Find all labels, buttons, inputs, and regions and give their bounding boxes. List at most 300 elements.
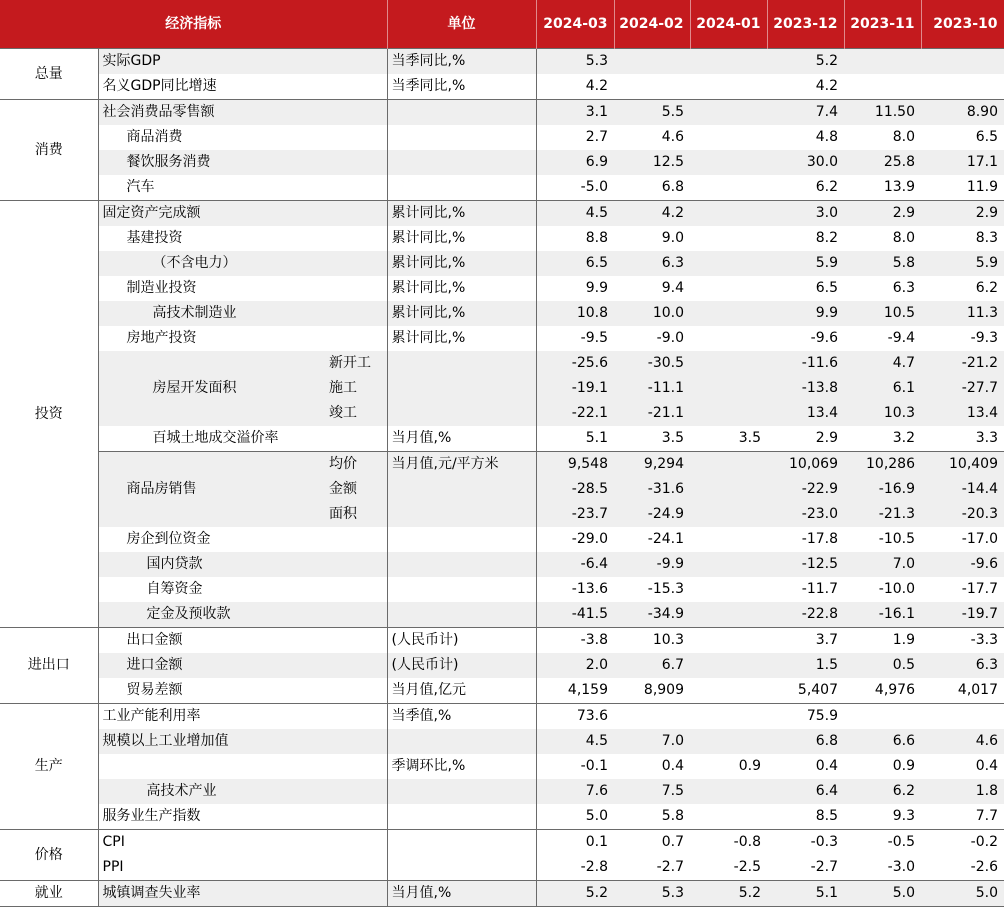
value-cell: [614, 49, 690, 75]
value-cell: 1.8: [921, 779, 1004, 804]
indicator-unit: [387, 502, 536, 527]
indicator-unit: 累计同比,%: [387, 301, 536, 326]
value-cell: 4.2: [614, 201, 690, 227]
table-row: [0, 201, 1004, 227]
value-cell: [690, 49, 767, 75]
value-cell: 11.9: [966, 179, 998, 195]
value-cell: -21.2: [921, 351, 1004, 376]
indicator-unit: (人民币计): [387, 653, 536, 678]
table-row: [0, 251, 1004, 276]
value-cell: 6.5: [975, 129, 998, 145]
table-row: [0, 881, 1004, 907]
value-cell: [690, 226, 767, 251]
value-cell: 3.5: [738, 430, 761, 446]
value-cell: -10.5: [878, 531, 915, 547]
value-cell: [690, 100, 767, 126]
table-row: [0, 855, 1004, 881]
indicator-name: 高技术制造业: [98, 301, 387, 326]
value-cell: 10,069: [767, 452, 844, 478]
value-cell: 73.6: [536, 704, 614, 730]
header-period: 2024-02: [614, 0, 690, 49]
value-cell: 13.9: [883, 179, 915, 195]
indicator-name: 房屋开发面积: [98, 351, 325, 426]
table-row: [0, 779, 1004, 804]
value-cell: [844, 74, 921, 100]
value-cell: -23.7: [536, 502, 614, 527]
indicator-unit: [387, 779, 536, 804]
table-row: [0, 49, 1004, 75]
value-cell: 5.0: [585, 808, 608, 824]
value-cell: 2.0: [536, 653, 614, 678]
value-cell: -5.0: [580, 179, 608, 195]
value-cell: 8.0: [892, 129, 915, 145]
value-cell: -15.3: [647, 581, 684, 597]
value-cell: 3.7: [767, 628, 844, 654]
value-cell: 10.0: [614, 301, 690, 326]
header-period: 2023-10: [921, 0, 1004, 49]
value-cell: 8.8: [585, 230, 608, 246]
value-cell: 4.2: [815, 78, 838, 94]
value-cell: [690, 704, 767, 730]
value-cell: 2.7: [585, 129, 608, 145]
value-cell: -16.9: [844, 477, 921, 502]
value-cell: -3.0: [887, 859, 915, 875]
value-cell: 5.8: [661, 808, 684, 824]
value-cell: -27.7: [921, 376, 1004, 401]
value-cell: 75.9: [767, 704, 844, 730]
value-cell: [690, 74, 767, 100]
indicator-unit: [387, 351, 536, 376]
value-cell: -0.3: [767, 830, 844, 856]
value-cell: 0.4: [815, 758, 838, 774]
indicator-name: 贸易差额: [98, 678, 387, 704]
header-period: 2024-03: [536, 0, 614, 49]
value-cell: 5.9: [921, 251, 1004, 276]
value-cell: [690, 502, 767, 527]
value-cell: [690, 251, 767, 276]
value-cell: 0.5: [844, 653, 921, 678]
table-row: [0, 602, 1004, 628]
value-cell: 6.8: [767, 729, 844, 754]
value-cell: 6.2: [815, 179, 838, 195]
value-cell: -0.5: [844, 830, 921, 856]
value-cell: [690, 779, 767, 804]
indicator-name: 定金及预收款: [98, 602, 387, 628]
indicator-unit: 累计同比,%: [387, 276, 536, 301]
table-row: [0, 704, 1004, 730]
value-cell: 0.4: [661, 758, 684, 774]
value-cell: 30.0: [767, 150, 844, 175]
table-row: [0, 552, 1004, 577]
indicator-name: 汽车: [98, 175, 387, 201]
value-cell: -22.9: [767, 477, 844, 502]
value-cell: [844, 49, 921, 75]
value-cell: 8,909: [643, 682, 684, 698]
value-cell: 8.3: [975, 230, 998, 246]
value-cell: 3.2: [892, 430, 915, 446]
value-cell: 6.2: [975, 280, 998, 296]
value-cell: 4,976: [874, 682, 915, 698]
value-cell: -28.5: [536, 477, 614, 502]
value-cell: -13.8: [767, 376, 844, 401]
value-cell: 6.6: [844, 729, 921, 754]
value-cell: 6.3: [892, 280, 915, 296]
value-cell: -9.5: [580, 330, 608, 346]
indicator-unit: [387, 855, 536, 881]
value-cell: 9,294: [614, 452, 690, 478]
value-cell: 6.9: [536, 150, 614, 175]
value-cell: 7.7: [975, 808, 998, 824]
indicator-unit: [387, 577, 536, 602]
value-cell: 3.5: [661, 430, 684, 446]
indicator-unit: [387, 729, 536, 754]
indicator-unit: 累计同比,%: [387, 226, 536, 251]
value-cell: -2.8: [580, 859, 608, 875]
indicator-sub-label: 金额: [325, 477, 387, 502]
value-cell: -19.1: [536, 376, 614, 401]
value-cell: [690, 376, 767, 401]
table-row: [0, 653, 1004, 678]
indicator-sub-label: 竣工: [325, 401, 387, 426]
value-cell: 7.0: [844, 552, 921, 577]
value-cell: 5.3: [614, 881, 690, 907]
indicator-name: 城镇调查失业率: [98, 881, 387, 907]
value-cell: 5.8: [844, 251, 921, 276]
indicator-unit: [387, 830, 536, 856]
value-cell: [690, 552, 767, 577]
value-cell: 6.4: [767, 779, 844, 804]
value-cell: 4.6: [661, 129, 684, 145]
indicator-unit: 当季值,%: [387, 704, 536, 730]
value-cell: -2.7: [810, 859, 838, 875]
value-cell: 2.9: [921, 201, 1004, 227]
table-row: [0, 754, 1004, 779]
value-cell: 5.1: [585, 430, 608, 446]
value-cell: [690, 452, 767, 478]
value-cell: [690, 477, 767, 502]
value-cell: -23.0: [767, 502, 844, 527]
indicator-name: 百城土地成交溢价率: [98, 426, 387, 452]
value-cell: [690, 351, 767, 376]
indicator-unit: 累计同比,%: [387, 326, 536, 351]
value-cell: -2.7: [656, 859, 684, 875]
indicator-unit: [387, 100, 536, 126]
value-cell: 4.7: [844, 351, 921, 376]
value-cell: -2.5: [733, 859, 761, 875]
value-cell: 4,017: [957, 682, 998, 698]
table-row: [0, 175, 1004, 201]
indicator-unit: [387, 150, 536, 175]
value-cell: 2.9: [815, 430, 838, 446]
table-row: [0, 426, 1004, 452]
indicator-name: 房企到位资金: [98, 527, 387, 552]
value-cell: 4,159: [567, 682, 608, 698]
header-period: 2023-12: [767, 0, 844, 49]
category-label: 消费: [0, 100, 98, 201]
value-cell: [690, 628, 767, 654]
value-cell: [690, 175, 767, 201]
value-cell: 1.9: [844, 628, 921, 654]
value-cell: [690, 326, 767, 351]
indicator-name: 房地产投资: [98, 326, 387, 351]
indicator-unit: 当季同比,%: [387, 49, 536, 75]
value-cell: 7.5: [614, 779, 690, 804]
value-cell: [690, 125, 767, 150]
table-row: [0, 804, 1004, 830]
indicator-unit: [387, 175, 536, 201]
table-row: [0, 527, 1004, 552]
value-cell: -21.3: [844, 502, 921, 527]
value-cell: 5.0: [844, 881, 921, 907]
value-cell: 6.1: [844, 376, 921, 401]
value-cell: 4.8: [815, 129, 838, 145]
value-cell: 10,409: [921, 452, 1004, 478]
table-row: [0, 74, 1004, 100]
value-cell: -24.9: [614, 502, 690, 527]
indicator-unit: (人民币计): [387, 628, 536, 654]
value-cell: 8.5: [815, 808, 838, 824]
value-cell: 6.3: [921, 653, 1004, 678]
indicator-name: 制造业投资: [98, 276, 387, 301]
value-cell: 1.5: [767, 653, 844, 678]
value-cell: 3.0: [767, 201, 844, 227]
header-period: 2023-11: [844, 0, 921, 49]
value-cell: -2.6: [970, 859, 998, 875]
indicator-unit: [387, 125, 536, 150]
header-row: [0, 0, 1004, 49]
value-cell: [690, 527, 767, 552]
value-cell: -25.6: [536, 351, 614, 376]
value-cell: -17.8: [801, 531, 838, 547]
value-cell: 5.2: [536, 881, 614, 907]
value-cell: -9.3: [970, 330, 998, 346]
indicator-name: 实际GDP: [98, 49, 387, 75]
value-cell: 5.9: [767, 251, 844, 276]
value-cell: -11.7: [801, 581, 838, 597]
value-cell: -31.6: [614, 477, 690, 502]
value-cell: -10.0: [878, 581, 915, 597]
value-cell: -6.4: [536, 552, 614, 577]
value-cell: 0.1: [536, 830, 614, 856]
indicator-name: 社会消费品零售额: [98, 100, 387, 126]
value-cell: 13.4: [767, 401, 844, 426]
indicator-name: 服务业生产指数: [98, 804, 387, 830]
table-row: [0, 100, 1004, 126]
value-cell: [690, 678, 767, 704]
value-cell: 9.9: [767, 301, 844, 326]
indicator-name: CPI: [98, 830, 387, 856]
category-label: 价格: [0, 830, 98, 881]
value-cell: -9.4: [887, 330, 915, 346]
value-cell: 8.0: [892, 230, 915, 246]
category-label: 就业: [0, 881, 98, 907]
indicator-name: 商品消费: [98, 125, 387, 150]
value-cell: [614, 74, 690, 100]
indicator-name: 出口金额: [98, 628, 387, 654]
indicator-unit: 累计同比,%: [387, 251, 536, 276]
value-cell: -0.1: [580, 758, 608, 774]
indicator-sub-label: 均价: [325, 452, 387, 478]
value-cell: 6.3: [614, 251, 690, 276]
value-cell: -20.3: [921, 502, 1004, 527]
indicator-name: 名义GDP同比增速: [98, 74, 387, 100]
value-cell: [690, 804, 767, 830]
value-cell: 4.5: [536, 201, 614, 227]
value-cell: 9.4: [661, 280, 684, 296]
value-cell: [690, 150, 767, 175]
value-cell: -0.2: [921, 830, 1004, 856]
table-row: [0, 830, 1004, 856]
value-cell: [690, 729, 767, 754]
table-row: [0, 226, 1004, 251]
indicator-unit: [387, 552, 536, 577]
indicator-name: 自筹资金: [98, 577, 387, 602]
value-cell: [690, 301, 767, 326]
value-cell: -19.7: [921, 602, 1004, 628]
value-cell: -16.1: [844, 602, 921, 628]
table-row: [0, 577, 1004, 602]
table-row: [0, 452, 1004, 478]
value-cell: 2.9: [844, 201, 921, 227]
value-cell: 17.1: [921, 150, 1004, 175]
value-cell: 3.1: [536, 100, 614, 126]
indicator-name: 工业产能利用率: [98, 704, 387, 730]
indicator-unit: [387, 804, 536, 830]
indicator-name: 国内贷款: [98, 552, 387, 577]
value-cell: -30.5: [614, 351, 690, 376]
value-cell: 6.8: [661, 179, 684, 195]
value-cell: 4.6: [921, 729, 1004, 754]
indicator-unit: 当季同比,%: [387, 74, 536, 100]
header-metric: 经济指标: [0, 0, 387, 49]
value-cell: 25.8: [844, 150, 921, 175]
indicator-unit: 当月值,%: [387, 426, 536, 452]
value-cell: -22.1: [536, 401, 614, 426]
indicator-unit: [387, 401, 536, 426]
value-cell: -0.8: [690, 830, 767, 856]
value-cell: -29.0: [571, 531, 608, 547]
value-cell: -22.8: [767, 602, 844, 628]
value-cell: -11.6: [767, 351, 844, 376]
value-cell: 9,548: [536, 452, 614, 478]
value-cell: 0.9: [738, 758, 761, 774]
indicator-name: 高技术产业: [98, 779, 387, 804]
value-cell: 5.0: [921, 881, 1004, 907]
value-cell: 10.3: [844, 401, 921, 426]
value-cell: -13.6: [571, 581, 608, 597]
value-cell: 0.4: [975, 758, 998, 774]
value-cell: 8.2: [815, 230, 838, 246]
category-label: 总量: [0, 49, 98, 100]
value-cell: 0.9: [892, 758, 915, 774]
header-period: 2024-01: [690, 0, 767, 49]
value-cell: 9.3: [892, 808, 915, 824]
value-cell: 10.3: [614, 628, 690, 654]
value-cell: 11.50: [844, 100, 921, 126]
table-row: [0, 125, 1004, 150]
value-cell: [614, 704, 690, 730]
value-cell: 11.3: [921, 301, 1004, 326]
value-cell: -17.7: [961, 581, 998, 597]
value-cell: 5.3: [536, 49, 614, 75]
value-cell: [690, 276, 767, 301]
indicator-name: 进口金额: [98, 653, 387, 678]
value-cell: 4.2: [585, 78, 608, 94]
indicator-name: （不含电力）: [98, 251, 387, 276]
value-cell: 5.2: [690, 881, 767, 907]
indicator-unit: 累计同比,%: [387, 201, 536, 227]
indicator-name: 基建投资: [98, 226, 387, 251]
table-row: [0, 326, 1004, 351]
value-cell: 5.1: [767, 881, 844, 907]
value-cell: 10.8: [536, 301, 614, 326]
value-cell: -9.6: [921, 552, 1004, 577]
indicator-name: 规模以上工业增加值: [98, 729, 387, 754]
value-cell: 5.2: [767, 49, 844, 75]
indicator-name: 商品房销售: [98, 452, 325, 528]
category-label: 进出口: [0, 628, 98, 704]
value-cell: 6.7: [614, 653, 690, 678]
table-row: [0, 301, 1004, 326]
table-row: [0, 150, 1004, 175]
value-cell: 13.4: [921, 401, 1004, 426]
table-row: [0, 276, 1004, 301]
indicator-sub-label: 面积: [325, 502, 387, 527]
value-cell: 6.5: [815, 280, 838, 296]
value-cell: [690, 577, 767, 602]
indicator-name: 固定资产完成额: [98, 201, 387, 227]
indicator-unit: 当月值,%: [387, 881, 536, 907]
value-cell: [921, 49, 1004, 75]
value-cell: 3.3: [975, 430, 998, 446]
value-cell: 7.4: [767, 100, 844, 126]
value-cell: -3.3: [921, 628, 1004, 654]
value-cell: [690, 653, 767, 678]
indicator-unit: 当月值,元/平方米: [387, 452, 536, 478]
indicator-unit: 季调环比,%: [387, 754, 536, 779]
value-cell: 10.5: [844, 301, 921, 326]
value-cell: -9.0: [656, 330, 684, 346]
value-cell: 5,407: [797, 682, 838, 698]
value-cell: 7.0: [614, 729, 690, 754]
header-unit: 单位: [387, 0, 536, 49]
value-cell: 8.90: [921, 100, 1004, 126]
indicator-sub-label: 新开工: [325, 351, 387, 376]
table-row: [0, 351, 1004, 376]
value-cell: [690, 602, 767, 628]
indicator-unit: [387, 602, 536, 628]
value-cell: [690, 401, 767, 426]
value-cell: 6.5: [536, 251, 614, 276]
table-row: [0, 678, 1004, 704]
indicator-unit: [387, 527, 536, 552]
value-cell: 4.5: [536, 729, 614, 754]
value-cell: [844, 704, 921, 730]
value-cell: 10,286: [844, 452, 921, 478]
value-cell: -9.6: [810, 330, 838, 346]
value-cell: -3.8: [536, 628, 614, 654]
indicator-name: [98, 754, 387, 779]
table-row: [0, 729, 1004, 754]
value-cell: 12.5: [614, 150, 690, 175]
value-cell: 5.5: [614, 100, 690, 126]
indicator-unit: [387, 477, 536, 502]
value-cell: 9.9: [585, 280, 608, 296]
indicator-sub-label: 施工: [325, 376, 387, 401]
category-label: 生产: [0, 704, 98, 830]
indicator-name: 餐饮服务消费: [98, 150, 387, 175]
indicator-unit: 当月值,亿元: [387, 678, 536, 704]
